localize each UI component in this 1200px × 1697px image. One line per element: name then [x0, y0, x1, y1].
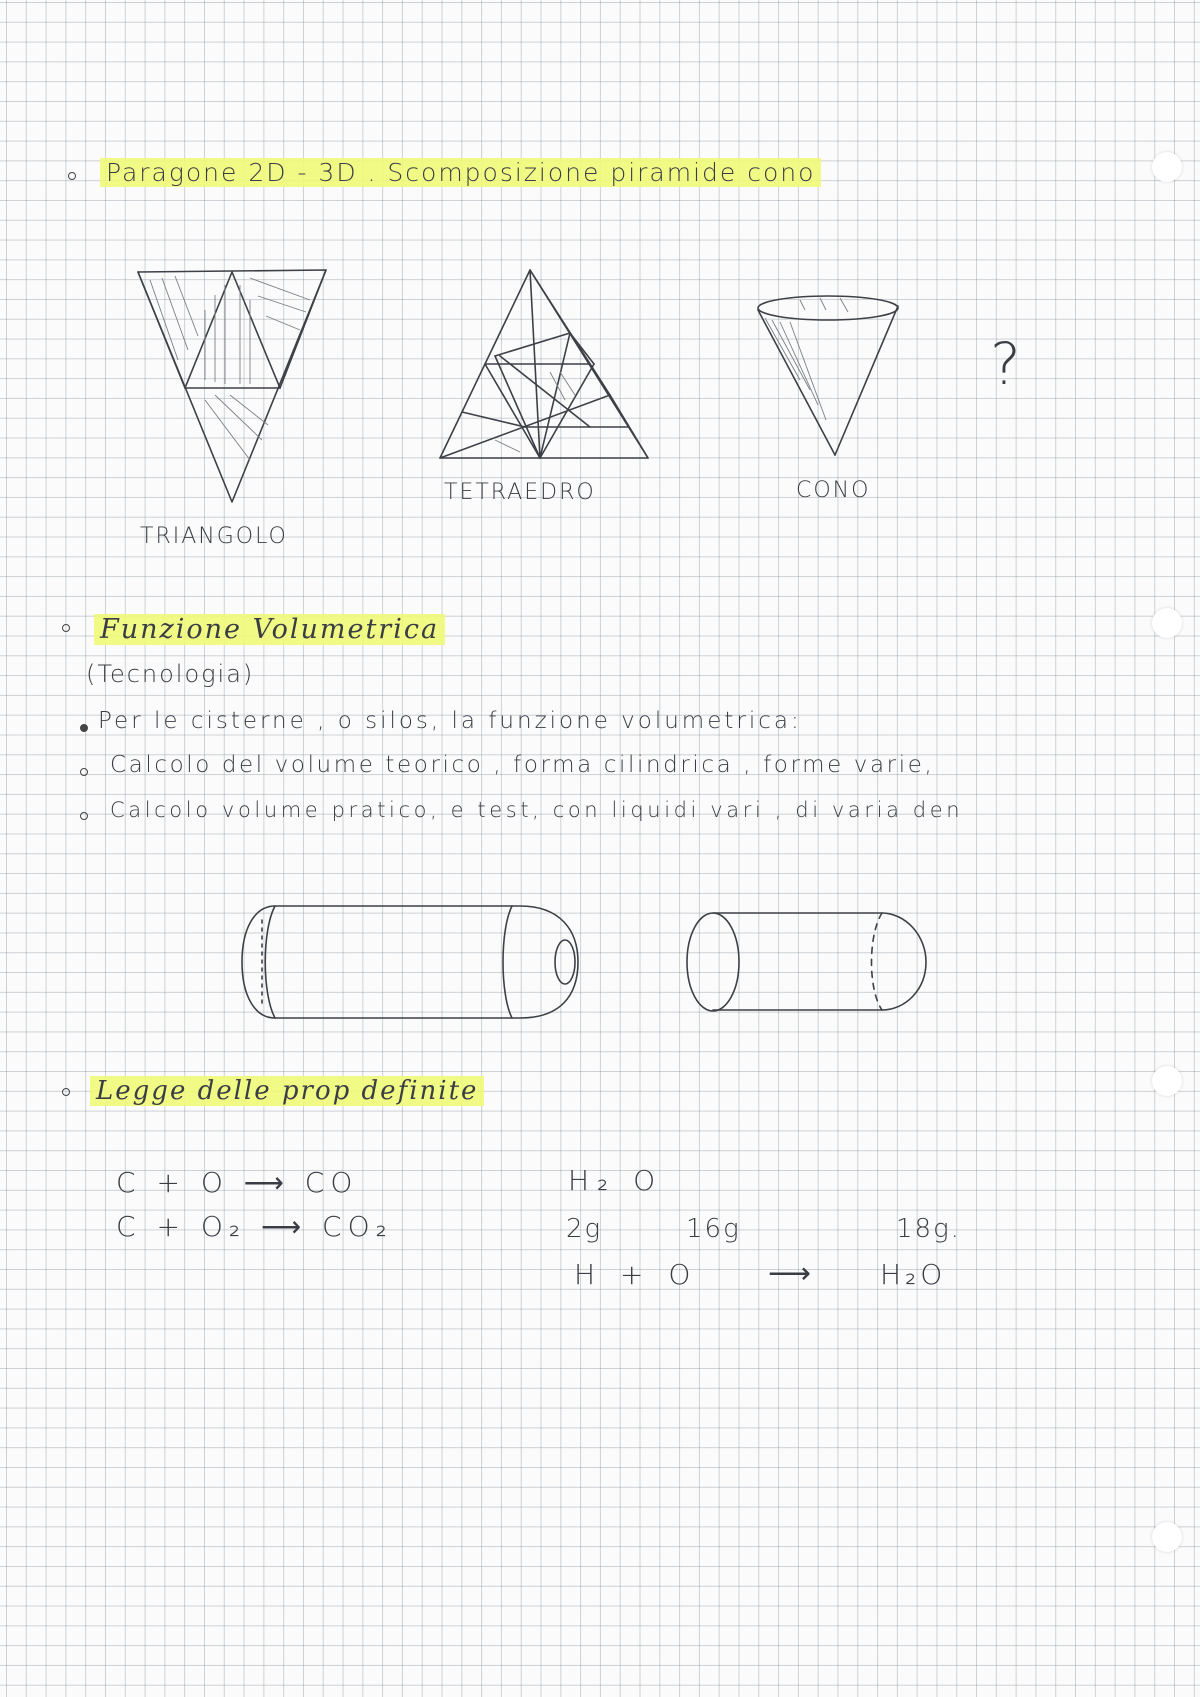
- label-triangle: TRIANGOLO: [140, 524, 288, 549]
- section-2-title-highlight: Funzione Volumetrica: [94, 614, 445, 645]
- tank-cylinder-drawing: [687, 913, 926, 1011]
- section-1-title-highlight: Paragone 2D - 3D . Scomposizione piramide cono: [100, 158, 821, 187]
- water-formula: H₂ O: [568, 1164, 664, 1197]
- section-2-line-1: Per le cisterne , o silos, la funzione volumetrica:: [98, 708, 802, 734]
- water-equation-lhs: H + O: [574, 1258, 699, 1291]
- mass-water: 18g.: [896, 1214, 961, 1244]
- cone-drawing: [758, 296, 898, 455]
- mass-oxygen: 16g: [686, 1214, 741, 1244]
- tank-capsule-drawing: [242, 906, 578, 1018]
- label-tetrahedron: TETRAEDRO: [444, 480, 596, 505]
- section-2-subtitle: (Tecnologia): [86, 660, 255, 688]
- bullet-section-3: [62, 1088, 70, 1096]
- tetrahedron-drawing: [440, 270, 648, 458]
- equation-co2: C + O₂ ⟶ CO₂: [116, 1210, 393, 1243]
- section-2-title: [94, 614, 445, 645]
- bullet-section-2: [62, 624, 70, 632]
- section-2-line-3: Calcolo volume pratico, e test, con liquidi vari , di varia den: [110, 798, 964, 822]
- section-2-line-2: Calcolo del volume teorico , forma cilindrica , forme varie,: [110, 752, 935, 778]
- water-equation-arrow: ⟶: [768, 1256, 814, 1291]
- water-equation-rhs: H₂O: [880, 1258, 947, 1291]
- bullet-line-3: [80, 812, 88, 820]
- mass-hydrogen: 2g: [566, 1214, 603, 1244]
- question-mark: ?: [990, 330, 1023, 398]
- bullet-line-2: [80, 768, 88, 776]
- bullet-line-1: [80, 724, 88, 732]
- equation-co: C + O ⟶ CO: [116, 1166, 359, 1199]
- triangle-drawing: [138, 270, 326, 502]
- section-3-title: [90, 1076, 484, 1106]
- label-cone: CONO: [796, 478, 871, 503]
- section-3-title-highlight: Legge delle prop definite: [90, 1076, 484, 1106]
